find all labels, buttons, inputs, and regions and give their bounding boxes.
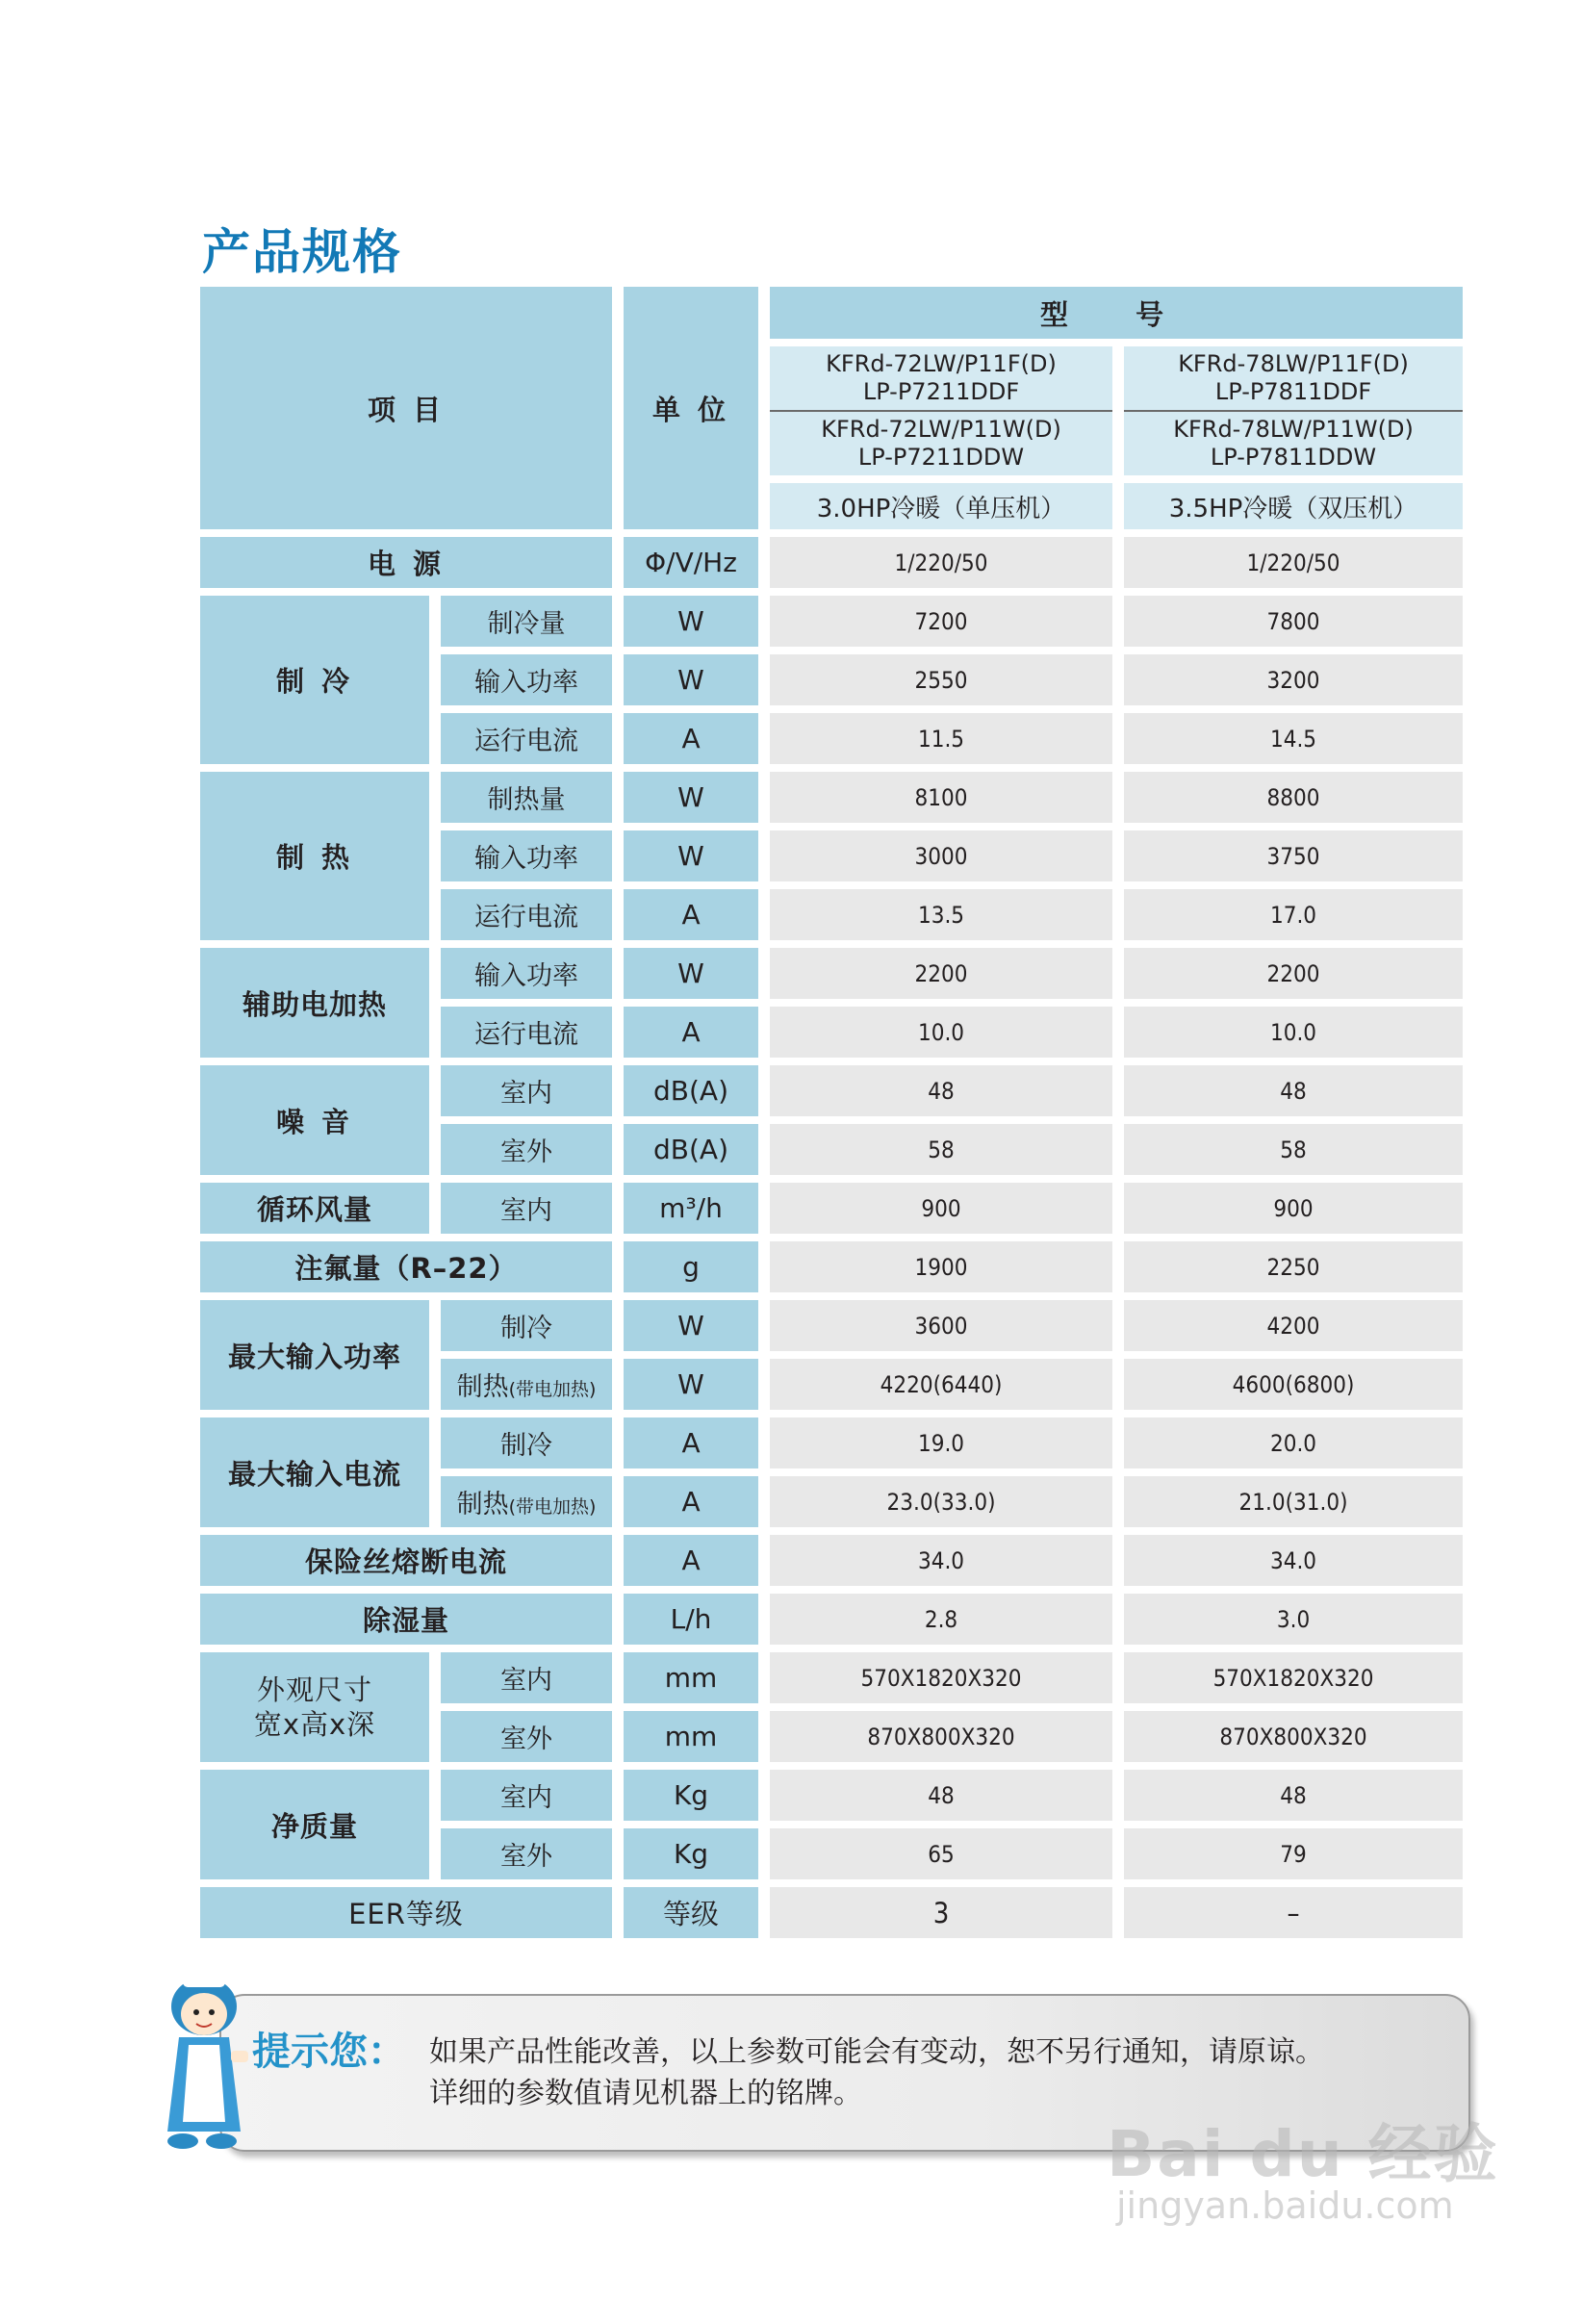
refrigerant-label: 注氟量（R–22） — [200, 1241, 612, 1292]
aux-input-unit: W — [624, 948, 758, 999]
heating-label: 制 热 — [200, 772, 429, 940]
eer-label: EER等级 — [200, 1887, 612, 1938]
noise-outdoor-label: 室外 — [441, 1124, 612, 1175]
max-current-heat-unit: A — [624, 1476, 758, 1527]
heating-current-label: 运行电流 — [441, 889, 612, 940]
aux-input-value-2: 2200 — [1124, 948, 1463, 999]
watermark-brand: Bai du 经验 — [1107, 2117, 1499, 2191]
cooling-capacity-value-1: 7200 — [770, 596, 1112, 647]
airflow-value-1: 900 — [770, 1183, 1112, 1234]
fuse-value-1: 34.0 — [770, 1535, 1112, 1586]
header-model: 型 号 — [770, 287, 1463, 339]
airflow-unit: m³/h — [624, 1183, 758, 1234]
cooling-current-unit: A — [624, 713, 758, 764]
model-1-spec: 3.0HP冷暖（单压机） — [770, 483, 1112, 529]
model-1-outdoor: KFRd-72LW/P11W(D) — [821, 416, 1061, 443]
max-current-heat-value-1: 23.0(33.0) — [770, 1476, 1112, 1527]
aux-current-value-2: 10.0 — [1124, 1007, 1463, 1058]
mascot-icon — [144, 1968, 260, 2160]
dimension-label — [200, 1652, 429, 1762]
heating-capacity-label: 制热量 — [441, 772, 612, 823]
tip-title: 提示您： — [252, 2030, 406, 2074]
dimension-label-1: 外观尺寸 — [256, 1673, 372, 1706]
header-item: 项 目 — [200, 287, 612, 529]
cooling-input-value-2: 3200 — [1124, 654, 1463, 705]
eer-unit: 等级 — [624, 1887, 758, 1938]
max-current-cool-label: 制冷 — [441, 1417, 612, 1468]
heating-capacity-unit: W — [624, 772, 758, 823]
noise-indoor-unit: dB(A) — [624, 1065, 758, 1116]
tip-line-2: 详细的参数值请见机器上的铭牌。 — [429, 2077, 862, 2110]
power-unit: Φ/V/Hz — [624, 537, 758, 588]
model-1-outdoor-code: LP-P7211DDW — [857, 444, 1025, 471]
noise-outdoor-unit: dB(A) — [624, 1124, 758, 1175]
max-power-heat-unit: W — [624, 1359, 758, 1410]
dehumid-value-1: 2.8 — [770, 1594, 1112, 1645]
max-power-label: 最大输入功率 — [200, 1300, 429, 1410]
cooling-label: 制 冷 — [200, 596, 429, 764]
dimension-indoor-value-2: 570X1820X320 — [1124, 1652, 1463, 1703]
model-1-indoor-code: LP-P7211DDF — [862, 378, 1020, 405]
weight-outdoor-value-2: 79 — [1124, 1828, 1463, 1879]
dehumid-unit: L/h — [624, 1594, 758, 1645]
aux-label: 辅助电加热 — [200, 948, 429, 1058]
noise-outdoor-value-2: 58 — [1124, 1124, 1463, 1175]
noise-outdoor-value-1: 58 — [770, 1124, 1112, 1175]
weight-indoor-unit: Kg — [624, 1770, 758, 1821]
power-value-2: 1/220/50 — [1124, 537, 1463, 588]
model-2-indoor: KFRd-78LW/P11F(D) — [1178, 350, 1409, 377]
cooling-capacity-value-2: 7800 — [1124, 596, 1463, 647]
max-current-label: 最大输入电流 — [200, 1417, 429, 1527]
dimension-outdoor-unit: mm — [624, 1711, 758, 1762]
cooling-current-value-1: 11.5 — [770, 713, 1112, 764]
dimension-indoor-unit: mm — [624, 1652, 758, 1703]
model-2 — [1124, 346, 1463, 475]
airflow-sub-label: 室内 — [441, 1183, 612, 1234]
max-power-heat-label — [441, 1359, 612, 1410]
cooling-current-value-2: 14.5 — [1124, 713, 1463, 764]
max-power-cool-unit: W — [624, 1300, 758, 1351]
power-label: 电 源 — [200, 537, 612, 588]
heating-current-value-1: 13.5 — [770, 889, 1112, 940]
aux-current-value-1: 10.0 — [770, 1007, 1112, 1058]
max-current-heat-text: 制热 — [456, 1490, 509, 1520]
max-power-cool-value-2: 4200 — [1124, 1300, 1463, 1351]
dimension-outdoor-value-2: 870X800X320 — [1124, 1711, 1463, 1762]
max-power-heat-value-1: 4220(6440) — [770, 1359, 1112, 1410]
weight-indoor-value-1: 48 — [770, 1770, 1112, 1821]
aux-current-label: 运行电流 — [441, 1007, 612, 1058]
watermark-url: jingyan.baidu.com — [1116, 2184, 1454, 2227]
heating-current-value-2: 17.0 — [1124, 889, 1463, 940]
dehumid-value-2: 3.0 — [1124, 1594, 1463, 1645]
weight-indoor-value-2: 48 — [1124, 1770, 1463, 1821]
power-value-1: 1/220/50 — [770, 537, 1112, 588]
dimension-indoor-value-1: 570X1820X320 — [770, 1652, 1112, 1703]
heating-current-unit: A — [624, 889, 758, 940]
model-2-outdoor-code: LP-P7811DDW — [1210, 444, 1377, 471]
tip-line-1: 如果产品性能改善，以上参数可能会有变动，恕不另行通知，请原谅。 — [429, 2035, 1324, 2069]
refrigerant-unit: g — [624, 1241, 758, 1292]
weight-outdoor-value-1: 65 — [770, 1828, 1112, 1879]
weight-indoor-label: 室内 — [441, 1770, 612, 1821]
cooling-input-value-1: 2550 — [770, 654, 1112, 705]
cooling-capacity-unit: W — [624, 596, 758, 647]
model-2-indoor-code: LP-P7811DDF — [1214, 378, 1372, 405]
max-power-heat-value-2: 4600(6800) — [1124, 1359, 1463, 1410]
model-2-spec: 3.5HP冷暖（双压机） — [1124, 483, 1463, 529]
eer-value-1: 3 — [770, 1887, 1112, 1938]
refrigerant-value-1: 1900 — [770, 1241, 1112, 1292]
fuse-label: 保险丝熔断电流 — [200, 1535, 612, 1586]
heating-input-unit: W — [624, 830, 758, 881]
max-power-heat-note: (带电加热) — [508, 1379, 597, 1400]
weight-label: 净质量 — [200, 1770, 429, 1879]
dimension-indoor-label: 室内 — [441, 1652, 612, 1703]
airflow-label: 循环风量 — [200, 1183, 429, 1234]
dehumid-label: 除湿量 — [200, 1594, 612, 1645]
dimension-outdoor-label: 室外 — [441, 1711, 612, 1762]
aux-input-label: 输入功率 — [441, 948, 612, 999]
max-power-cool-value-1: 3600 — [770, 1300, 1112, 1351]
noise-indoor-value-2: 48 — [1124, 1065, 1463, 1116]
cooling-current-label: 运行电流 — [441, 713, 612, 764]
fuse-unit: A — [624, 1535, 758, 1586]
airflow-value-2: 900 — [1124, 1183, 1463, 1234]
fuse-value-2: 34.0 — [1124, 1535, 1463, 1586]
weight-outdoor-unit: Kg — [624, 1828, 758, 1879]
noise-indoor-label: 室内 — [441, 1065, 612, 1116]
max-current-cool-value-2: 20.0 — [1124, 1417, 1463, 1468]
max-power-cool-label: 制冷 — [441, 1300, 612, 1351]
heating-input-label: 输入功率 — [441, 830, 612, 881]
heating-input-value-2: 3750 — [1124, 830, 1463, 881]
max-current-heat-label — [441, 1476, 612, 1527]
heating-input-value-1: 3000 — [770, 830, 1112, 881]
heating-capacity-value-2: 8800 — [1124, 772, 1463, 823]
page-title: 产品规格 — [202, 224, 402, 280]
cooling-input-label: 输入功率 — [441, 654, 612, 705]
refrigerant-value-2: 2250 — [1124, 1241, 1463, 1292]
header-unit: 单 位 — [624, 287, 758, 529]
model-1 — [770, 346, 1112, 475]
weight-outdoor-label: 室外 — [441, 1828, 612, 1879]
cooling-input-unit: W — [624, 654, 758, 705]
model-2-outdoor: KFRd-78LW/P11W(D) — [1173, 416, 1414, 443]
spec-table — [189, 279, 1474, 1946]
model-1-indoor: KFRd-72LW/P11F(D) — [826, 350, 1057, 377]
max-current-cool-unit: A — [624, 1417, 758, 1468]
eer-value-2: – — [1124, 1887, 1463, 1938]
noise-label: 噪 音 — [200, 1065, 429, 1175]
max-current-heat-note: (带电加热) — [508, 1496, 597, 1518]
cooling-capacity-label: 制冷量 — [441, 596, 612, 647]
heating-capacity-value-1: 8100 — [770, 772, 1112, 823]
dimension-label-2: 宽x高x深 — [253, 1708, 376, 1741]
noise-indoor-value-1: 48 — [770, 1065, 1112, 1116]
dimension-outdoor-value-1: 870X800X320 — [770, 1711, 1112, 1762]
max-current-cool-value-1: 19.0 — [770, 1417, 1112, 1468]
max-current-heat-value-2: 21.0(31.0) — [1124, 1476, 1463, 1527]
aux-current-unit: A — [624, 1007, 758, 1058]
max-power-heat-text: 制热 — [456, 1372, 509, 1402]
aux-input-value-1: 2200 — [770, 948, 1112, 999]
